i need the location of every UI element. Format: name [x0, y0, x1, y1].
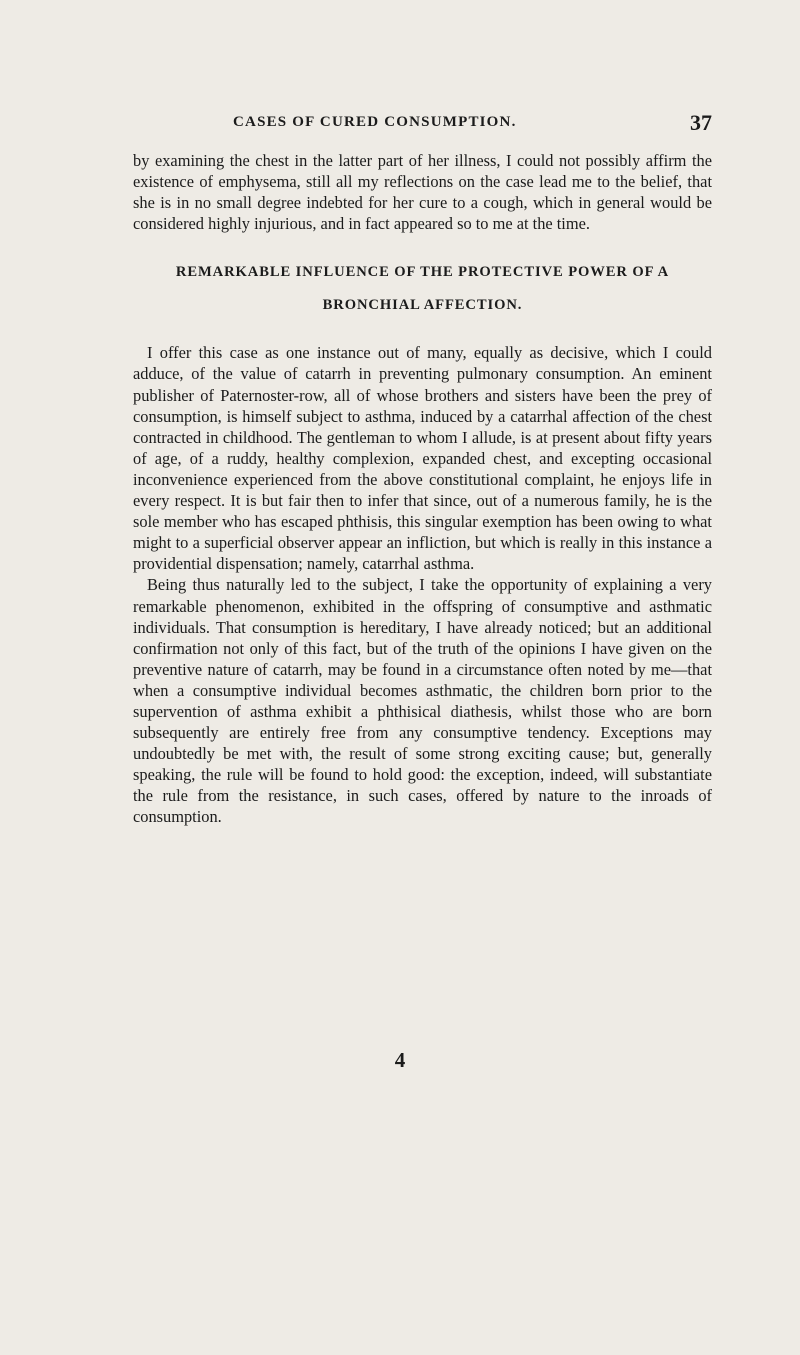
- paragraph-2: I offer this case as one instance out of many, equally as decisive, which I could adduce, of the value of catarrh in preventing pulmonary consumption. An eminent publisher of Paternoster-row, all of whose brothers and sisters have been the prey of consumption, is himself subject to asthma, induced by a catarrhal affection of the chest contracted in childhood. The gentleman to whom I allude, is at present about fifty years of age, of a ruddy, healthy complexion, expanded chest, and excepting occasional inconvenience experienced from the above constitutional complaint, he enjoys life in every respect. It is but fair then to infer that since, out of a numerous family, he is the sole member who has escaped phthisis, this singular exemption has been owing to what might to a superficial observer appear an infliction, but which is really in this instance a providential dispensation; namely, catarrhal asthma.: [133, 343, 712, 574]
- page-number: 37: [690, 110, 712, 135]
- running-title: CASES OF CURED CONSUMPTION.: [233, 114, 517, 130]
- body-text: [133, 150, 712, 828]
- paragraph-1: by examining the chest in the latter part of her illness, I could not possibly affirm the existence of emphysema, still all my reflections on the case lead me to the belief, that she is in no small degree indebted for her cure to a cough, which in general would be considered highly injurious, and in fact appeared so to me at the time.: [133, 151, 712, 234]
- section-heading: REMARKABLE INFLUENCE OF THE PROTECTIVE POWER OF A BRONCHIAL AFFECTION.: [175, 264, 670, 314]
- signature-mark: 4: [394, 1048, 406, 1072]
- paragraph-3: Being thus naturally led to the subject, I take the opportunity of explaining a very remarkable phenomenon, exhibited in the offspring of consumptive and asthmatic individuals. That consumption is hereditary, I have already noticed; but an additional confirmation not only of this fact, but of the truth of the opinions I have given on the preventive nature of catarrh, may be found in a circumstance often noted by me—that when a consumptive individual becomes asthmatic, the children born prior to the supervention of asthma exhibit a phthisical diathesis, whilst those who are born subsequently are entirely free from any consumptive tendency. Exceptions may undoubtedly be met with, the result of some strong exciting cause; but, generally speaking, the rule will be found to hold good: the exception, indeed, will substantiate the rule from the resistance, in such cases, offered by nature to the inroads of consumption.: [133, 575, 712, 827]
- running-head: [133, 110, 712, 140]
